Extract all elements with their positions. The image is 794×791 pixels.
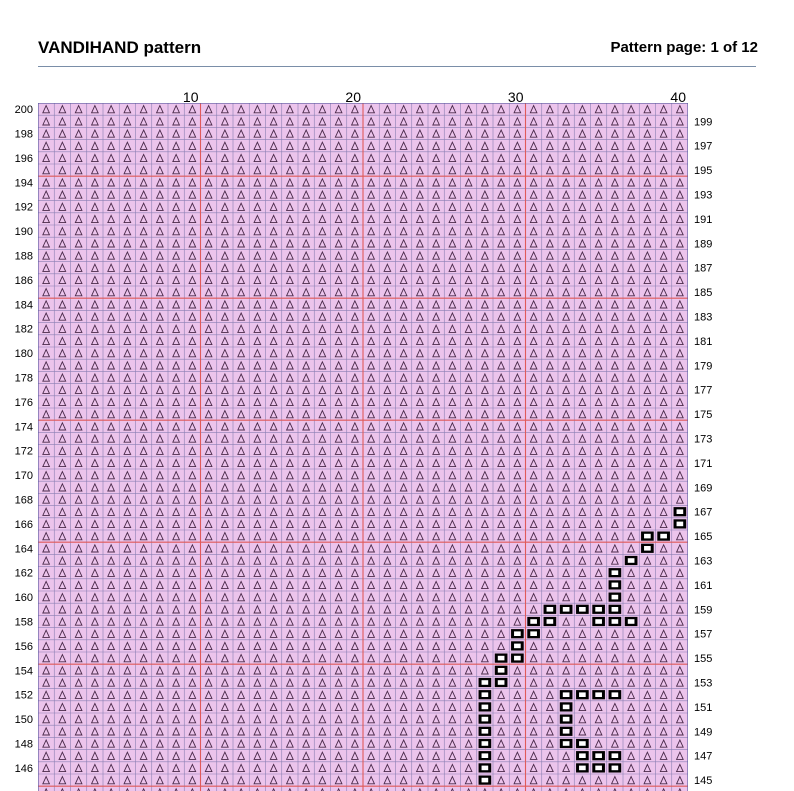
row-number-label-left: 196: [14, 152, 33, 165]
row-number-label-left: 168: [14, 494, 33, 507]
row-number-label-left: 146: [14, 762, 33, 775]
row-number-label-left: 198: [14, 128, 33, 141]
row-number-label-left: 148: [14, 738, 33, 751]
black-square-center: [579, 766, 586, 771]
row-number-label-left: 172: [14, 445, 33, 458]
row-number-label-left: 150: [14, 714, 33, 727]
black-square-center: [547, 619, 554, 624]
black-square-center: [563, 705, 570, 710]
row-number-label-right: 177: [694, 384, 713, 397]
black-square-center: [595, 607, 602, 612]
row-number-label-right: 153: [694, 677, 713, 690]
row-number-label-right: 183: [694, 311, 713, 324]
black-square-center: [595, 619, 602, 624]
row-number-label-right: 155: [694, 653, 713, 666]
black-square-center: [644, 534, 651, 539]
row-number-label-left: 174: [14, 421, 33, 434]
black-square-center: [482, 680, 489, 685]
row-number-label-left: 190: [14, 226, 33, 239]
black-square-center: [482, 729, 489, 734]
row-number-label-left: 200: [14, 104, 33, 117]
black-square-center: [579, 741, 586, 746]
black-square-center: [563, 741, 570, 746]
black-square-center: [579, 753, 586, 758]
row-number-label-right: 197: [694, 140, 713, 153]
black-square-center: [482, 705, 489, 710]
row-number-label-right: 185: [694, 287, 713, 300]
black-square-center: [612, 583, 619, 588]
black-square-center: [628, 619, 635, 624]
black-square-center: [579, 607, 586, 612]
black-square-center: [547, 607, 554, 612]
row-number-label-left: 164: [14, 543, 33, 556]
row-number-label-left: 170: [14, 470, 33, 483]
row-number-label-left: 156: [14, 640, 33, 653]
row-number-label-left: 154: [14, 665, 33, 678]
black-square-center: [482, 766, 489, 771]
black-square-center: [482, 717, 489, 722]
black-square-center: [514, 644, 521, 649]
black-square-center: [612, 595, 619, 600]
row-number-label-left: 152: [14, 689, 33, 702]
row-number-label-right: 165: [694, 531, 713, 544]
black-square-center: [482, 692, 489, 697]
black-square-center: [530, 619, 537, 624]
row-number-label-right: 149: [694, 726, 713, 739]
black-square-center: [482, 741, 489, 746]
black-square-center: [482, 753, 489, 758]
black-square-center: [530, 631, 537, 636]
black-square-center: [563, 692, 570, 697]
row-number-label-left: 178: [14, 372, 33, 385]
black-square-center: [628, 558, 635, 563]
row-number-label-right: 191: [694, 213, 713, 226]
row-number-label-right: 171: [694, 457, 713, 470]
column-number-label: 20: [345, 89, 361, 105]
black-square-center: [612, 766, 619, 771]
row-number-label-right: 193: [694, 189, 713, 202]
black-square-center: [595, 753, 602, 758]
row-number-label-right: 157: [694, 628, 713, 641]
black-square-center: [482, 778, 489, 783]
row-number-label-left: 194: [14, 177, 33, 190]
row-number-label-left: 182: [14, 323, 33, 336]
black-square-center: [595, 766, 602, 771]
row-number-label-right: 189: [694, 238, 713, 251]
black-square-center: [677, 509, 684, 514]
stitch-grid: [38, 103, 688, 791]
row-number-label-right: 151: [694, 701, 713, 714]
row-number-label-left: 162: [14, 567, 33, 580]
row-number-label-left: 176: [14, 396, 33, 409]
row-number-label-right: 163: [694, 555, 713, 568]
row-number-label-right: 167: [694, 506, 713, 519]
row-number-label-right: 173: [694, 433, 713, 446]
row-number-label-left: 180: [14, 348, 33, 361]
row-number-label-right: 161: [694, 579, 713, 592]
black-square-center: [612, 753, 619, 758]
page-indicator: Pattern page: 1 of 12: [610, 39, 758, 56]
row-number-label-left: 186: [14, 274, 33, 287]
row-number-label-right: 181: [694, 335, 713, 348]
black-square-center: [498, 656, 505, 661]
black-square-center: [563, 717, 570, 722]
black-square-center: [612, 570, 619, 575]
black-square-center: [579, 692, 586, 697]
row-number-label-right: 159: [694, 604, 713, 617]
column-number-label: 40: [670, 89, 686, 105]
row-number-label-left: 192: [14, 201, 33, 214]
row-number-label-right: 199: [694, 116, 713, 129]
black-square-center: [514, 631, 521, 636]
column-number-label: 30: [507, 89, 524, 105]
black-square-center: [514, 656, 521, 661]
row-number-label-left: 188: [14, 250, 33, 263]
row-number-label-left: 166: [14, 518, 33, 531]
row-number-label-right: 175: [694, 409, 713, 422]
black-square-center: [644, 546, 651, 551]
column-number-label: 10: [182, 89, 199, 105]
black-square-center: [563, 729, 570, 734]
black-square-center: [563, 607, 570, 612]
row-number-label-right: 195: [694, 165, 713, 178]
black-square-center: [677, 522, 684, 527]
row-number-label-right: 187: [694, 262, 713, 275]
row-number-label-right: 179: [694, 360, 713, 373]
black-square-center: [612, 692, 619, 697]
black-square-center: [498, 680, 505, 685]
row-number-label-right: 147: [694, 750, 713, 763]
row-number-label-left: 184: [14, 299, 33, 312]
black-square-center: [660, 534, 667, 539]
black-square-center: [612, 619, 619, 624]
row-number-label-right: 169: [694, 482, 713, 495]
black-square-center: [595, 692, 602, 697]
black-square-center: [498, 668, 505, 673]
black-square-center: [612, 607, 619, 612]
row-number-label-right: 145: [694, 775, 713, 788]
row-number-label-left: 158: [14, 616, 33, 629]
row-number-label-left: 160: [14, 592, 33, 605]
pattern-title: VANDIHAND pattern: [38, 38, 202, 57]
